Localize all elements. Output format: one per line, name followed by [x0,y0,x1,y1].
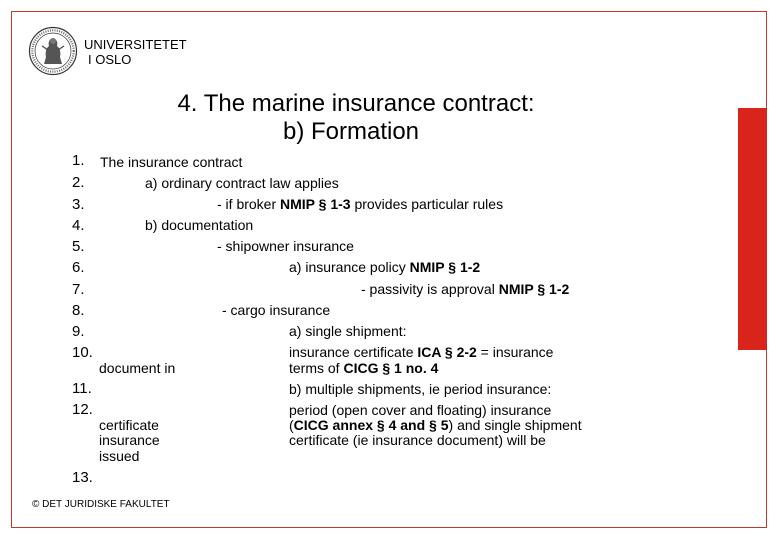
line-10a-reference: ICA § 2-2 [417,344,477,360]
line-7-text: - passivity is approval [361,281,499,297]
list-number: 1. [72,152,85,169]
line-12d: insurance [99,432,160,448]
line-10c-text: terms of [289,360,344,376]
line-12c-text-end: ) and single shipment [448,417,582,433]
line-1: The insurance contract [100,154,243,170]
line-10c [289,360,438,376]
line-10a-text-end: = insurance [476,344,554,360]
list-number: 6. [72,259,85,276]
line-5: - shipowner insurance [217,238,354,254]
line-12c-text: ( [289,417,294,433]
red-accent-bar [738,108,767,350]
line-12c [289,417,582,433]
line-10a-text: insurance certificate [289,344,418,360]
line-3-text-end: provides particular rules [350,196,504,212]
slide-title-line2: b) Formation [282,118,420,145]
line-12a: period (open cover and floating) insurance [289,402,552,418]
list-number: 9. [72,323,85,340]
line-12b: certificate [99,417,159,433]
line-3-text: - if broker [217,196,281,212]
list-number: 8. [72,302,85,319]
list-number: 7. [72,281,85,298]
line-10c-reference: CICG § 1 no. 4 [343,360,439,376]
line-10a [289,344,553,360]
line-12c-reference: CICG annex § 4 and § 5 [293,417,449,433]
university-name [84,37,187,67]
list-number: 5. [72,238,85,255]
list-number: 12. [72,401,93,418]
university-seal-icon [28,26,78,76]
list-number: 11. [72,380,92,397]
line-3 [217,196,503,212]
list-number: 13. [72,469,93,486]
line-6 [289,259,480,275]
line-6-text: a) insurance policy [289,259,410,275]
line-12f: issued [99,448,140,464]
list-number: 3. [72,196,85,213]
line-2: a) ordinary contract law applies [145,175,339,191]
line-4: b) documentation [145,217,254,233]
slide-title-line1: 4. The marine insurance contract: [177,90,535,117]
footer-copyright: © DET JURIDISKE FAKULTET [32,499,170,510]
list-number: 10. [72,344,93,361]
line-8: - cargo insurance [222,302,331,318]
line-7-reference: NMIP § 1-2 [498,281,570,297]
line-12e: certificate (ie insurance document) will be [289,432,546,448]
line-9: a) single shipment: [289,323,407,339]
line-3-reference: NMIP § 1-3 [280,196,351,212]
list-number: 4. [72,217,85,234]
list-number: 2. [72,174,85,191]
line-7 [361,281,569,297]
university-line1: UNIVERSITETET [84,37,187,52]
line-10b: document in [99,360,176,376]
line-11: b) multiple shipments, ie period insurance: [289,381,552,397]
line-6-reference: NMIP § 1-2 [409,259,481,275]
university-line2: I OSLO [88,52,132,67]
